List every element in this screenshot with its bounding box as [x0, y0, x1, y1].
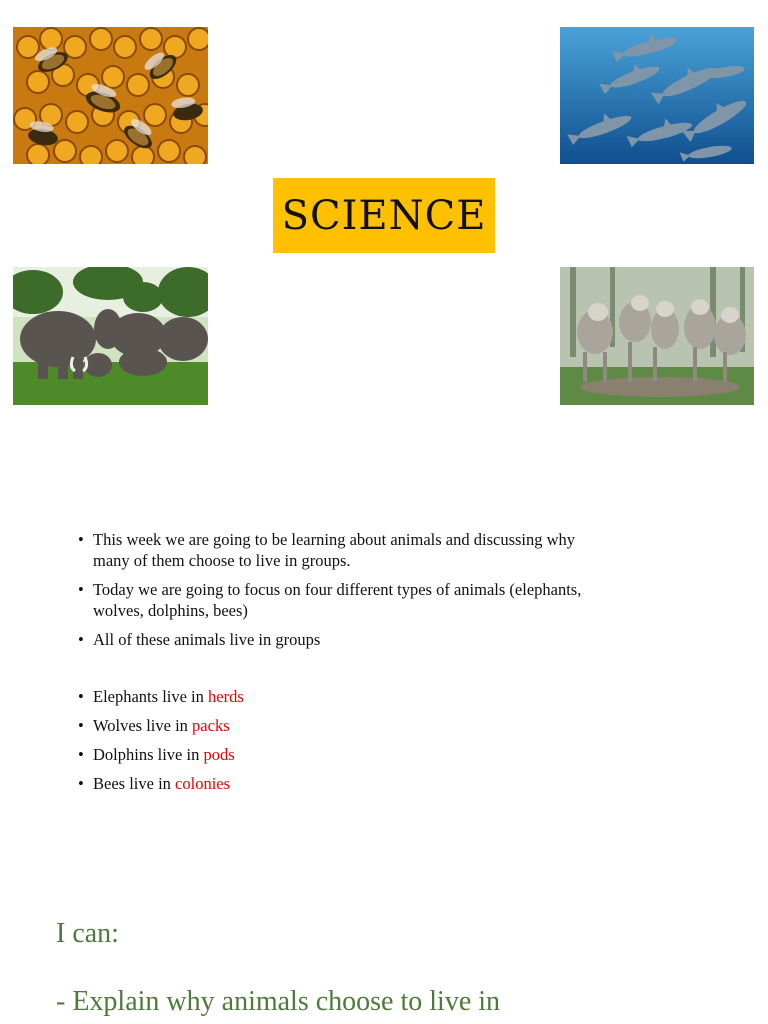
group-name-highlight: pods — [203, 745, 235, 764]
group-text: Wolves live in — [93, 716, 193, 735]
wolves-photo — [560, 267, 754, 405]
list-item — [78, 715, 598, 736]
elephants-photo — [13, 267, 208, 405]
animal-group-list — [78, 686, 598, 802]
list-item: • This week we are going to be learning about animals and discussing why many of them choose to live in groups. — [78, 529, 598, 571]
dolphins-photo — [560, 27, 754, 164]
group-text: Bees live in — [93, 774, 176, 793]
group-name-highlight: packs — [192, 716, 230, 735]
i-can-objective: - Explain why animals choose to live in — [56, 986, 501, 1017]
list-item — [78, 686, 598, 707]
i-can-heading: I can: — [56, 918, 119, 949]
bees-photo — [13, 27, 208, 164]
list-item — [78, 744, 598, 765]
intro-bullet-list — [78, 529, 598, 658]
group-text: Dolphins live in — [93, 745, 204, 764]
list-item — [78, 773, 598, 794]
group-text: Elephants live in — [93, 687, 209, 706]
group-name-highlight: colonies — [175, 774, 231, 793]
page-title: SCIENCE — [281, 192, 487, 239]
group-name-highlight: herds — [208, 687, 244, 706]
list-item: • All of these animals live in groups — [78, 629, 598, 650]
title-banner — [273, 178, 495, 253]
list-item: • Today we are going to focus on four different types of animals (elephants, wolves, dolphins, bees) — [78, 579, 598, 621]
